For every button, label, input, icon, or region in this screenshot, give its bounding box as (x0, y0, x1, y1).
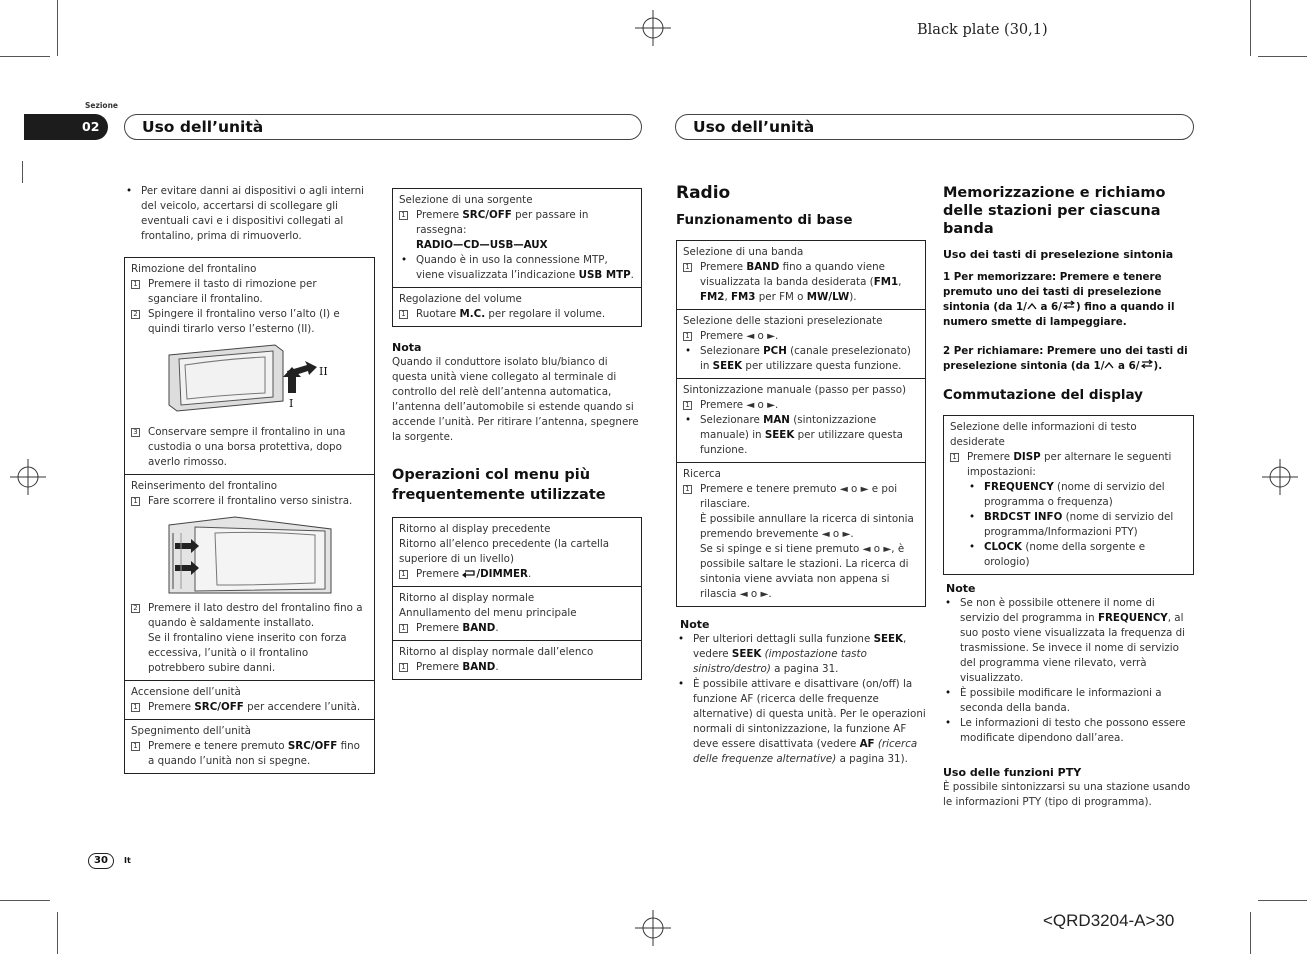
box-title: Rimozione del frontalino (131, 263, 257, 275)
crop-mark (22, 161, 23, 183)
note-title: Note (946, 582, 976, 595)
section-heading: Operazioni col menu più frequentemente utilizzate (392, 467, 606, 503)
step: 1 Premere ◄ o ►. (683, 398, 919, 413)
plate-label: Black plate (30,1) (917, 22, 1048, 38)
repeat-icon (1062, 300, 1076, 310)
list-item: • Per ulteriori dettagli sulla funzione SEEK, vedere SEEK (impostazione tasto sinistro/destro) a pagina 31. (676, 632, 926, 677)
column-2 (392, 188, 642, 680)
step: 1 Premere ◄ o ►. (683, 329, 919, 344)
chapter-header-right: Uso dell’unità (675, 114, 1194, 140)
remove-section (125, 258, 374, 475)
list-item: • BRDCST INFO (nome di servizio del programma/Informazioni PTY) (967, 510, 1187, 540)
crop-mark (57, 0, 58, 56)
step: 1 Premere BAND. (399, 621, 635, 636)
column-1 (124, 184, 375, 774)
step: 2 Per richiamare: Premere uno dei tasti di preselezione sintonia (da 1/ a 6/ ). (943, 345, 1188, 372)
band-section: Selezione di una banda 1 Premere BAND fino a quando viene visualizzata la banda desiderata (FM1, FM2, FM3 per FM o MW/LW). (677, 241, 925, 310)
power-off-section (125, 720, 374, 773)
crop-mark (1258, 900, 1307, 901)
power-on-section (125, 681, 374, 720)
step: 1 Ruotare M.C. per regolare il volume. (399, 307, 635, 322)
step: 2 Spingere il frontalino verso l’alto (I) e quindi tirarlo verso l’esterno (II). (131, 307, 368, 337)
procedure-box (676, 240, 926, 607)
procedure-box (392, 517, 642, 680)
crop-mark (1250, 0, 1251, 56)
remove-panel-illustration (165, 341, 335, 421)
note-text: Quando il conduttore isolato blu/bianco di questa unità viene collegato al terminale di controllo del relè dell’antenna automatica, l’antenna dell’automobile si estende quando si accende l’unità. Per ritirare l’antenna, spegnere la sorgente. (392, 356, 639, 443)
registration-mark-icon (635, 10, 671, 46)
source-section (393, 189, 641, 288)
preset-section: Selezione delle stazioni preselezionate 1 Premere ◄ o ►. • Selezionare PCH (canale preselezionato) in SEEK per utilizzare questa funzione. (677, 310, 925, 379)
list-item: • FREQUENCY (nome di servizio del programma o frequenza) (967, 480, 1187, 510)
document-code: <QRD3204-A>30 (1043, 911, 1175, 930)
section-label: Sezione (85, 101, 119, 110)
step: 3 Conservare sempre il frontalino in una custodia o una borsa protettiva, dopo averlo rimosso. (131, 425, 368, 470)
step: 1 Premere DISP per alternare le seguenti impostazioni: (950, 450, 1187, 480)
svg-text:II: II (318, 365, 328, 378)
box-title: Spegnimento dell’unità (131, 725, 251, 737)
list-item: • Quando è in uso la connessione MTP, viene visualizzata l’indicazione USB MTP. (399, 253, 635, 283)
step: 1 Premere BAND fino a quando viene visualizzata la banda desiderata (FM1, FM2, FM3 per FM o MW/LW). (683, 260, 919, 305)
box-title: Regolazione del volume (399, 293, 522, 305)
sub-heading: Uso delle funzioni PTY (943, 766, 1082, 779)
step: 1 Premere SRC/OFF per passare in rassegna: RADIO—CD—USB—AUX (399, 208, 635, 253)
list-item: • È possibile modificare le informazioni a seconda della banda. (943, 686, 1194, 716)
previous-display-section: Ritorno al display precedente Ritorno all’elenco precedente (la cartella superiore di un livello) 1 Premere /DIMMER. (393, 518, 641, 587)
reinsert-panel-illustration (165, 513, 335, 597)
step: 1 Per memorizzare: Premere e tenere premuto uno dei tasti di preselezione sintonia (da 1/ a 6/ ) fino a quando il numero smette di lampeggiare. (943, 271, 1175, 328)
procedure-box (124, 257, 375, 774)
sub-heading: Funzionamento di base (676, 212, 853, 228)
step: 1 Premere e tenere premuto ◄ o ► e poi rilasciare. È possibile annullare la ricerca di sintonia premendo brevemente ◄ o ►. Se si spinge e si tiene premuto ◄ o ►, è possibile saltare le stazioni. La ricerca di sintonia viene avviata non appena si rilascia ◄ o ►. (683, 482, 919, 602)
manual-tuning-section: Sintonizzazione manuale (passo per passo) 1 Premere ◄ o ►. • Selezionare MAN (sintonizzazione manuale) in SEEK per utilizzare questa funzione. (677, 379, 925, 463)
svg-text:I: I (288, 397, 293, 410)
column-4 (943, 184, 1194, 810)
box-title: Reinserimento del frontalino (131, 480, 278, 492)
up-arrow-icon (1104, 361, 1114, 369)
display-section: Selezione delle informazioni di testo desiderate 1 Premere DISP per alternare le seguenti impostazioni: • FREQUENCY (nome di servizio del programma o frequenza) • BRDCST INFO (nome di servizio del programma/Informazioni PTY) • CLOCK (nome della sorgente e orologio) (944, 416, 1193, 574)
note-title: Note (680, 618, 710, 631)
crop-mark (1250, 912, 1251, 954)
sub-heading: Uso dei tasti di preselezione sintonia (943, 248, 1174, 261)
step: 1 Fare scorrere il frontalino verso sinistra. (131, 494, 368, 509)
language-code: It (124, 856, 131, 865)
procedure-box (943, 415, 1194, 575)
step: 1 Premere SRC/OFF per accendere l’unità. (131, 700, 368, 715)
step: 1 Premere BAND. (399, 660, 635, 675)
search-section: Ricerca 1 Premere e tenere premuto ◄ o ► e poi rilasciare. È possibile annullare la ricerca di sintonia premendo brevemente ◄ o ►. Se si spinge e si tiene premuto ◄ o ►, è possibile saltare le stazioni. La ricerca di sintonia viene avviata non appena si rilascia ◄ o ►. (677, 463, 925, 606)
column-3 (676, 183, 926, 767)
reinsert-section (125, 475, 374, 681)
section-heading: Commutazione del display (943, 387, 1143, 403)
list-item: • Per evitare danni ai dispositivi o agli interni del veicolo, accertarsi di scollegare gli eventuali cavi e i dispositivi collegati al frontalino, prima di rimuoverlo. (124, 184, 374, 244)
box-title: Accensione dell’unità (131, 686, 241, 698)
up-arrow-icon (1027, 302, 1037, 310)
repeat-icon (1140, 359, 1154, 369)
list-item: • Le informazioni di testo che possono essere modificate dipendono dall’area. (943, 716, 1194, 746)
return-icon (462, 569, 476, 578)
normal-display-section: Ritorno al display normale Annullamento del menu principale 1 Premere BAND. (393, 587, 641, 641)
page-heading: Radio (676, 183, 731, 203)
list-item: • Se non è possibile ottenere il nome di servizio del programma in FREQUENCY, al suo posto viene visualizzata la frequenza di trasmissione. Se invece il nome di servizio del programma viene rilevato, verrà visualizzato. (943, 596, 1194, 686)
list-item: • Selezionare MAN (sintonizzazione manuale) in SEEK per utilizzare questa funzione. (683, 413, 919, 458)
box-title: Selezione di una sorgente (399, 194, 533, 206)
step: 1 Premere e tenere premuto SRC/OFF fino a quando l’unità non si spegne. (131, 739, 368, 769)
crop-mark (1258, 56, 1307, 57)
normal-display-list-section: Ritorno al display normale dall’elenco 1 Premere BAND. (393, 641, 641, 679)
section-heading: Memorizzazione e richiamo delle stazioni per ciascuna banda (943, 185, 1166, 237)
section-tab (24, 114, 108, 140)
crop-mark (57, 912, 58, 954)
registration-mark-icon (10, 459, 46, 495)
chapter-header-left: Uso dell’unità (124, 114, 642, 140)
step: 2 Premere il lato destro del frontalino fino a quando è saldamente installato. Se il frontalino viene inserito con forza eccessiva, l’unità o il frontalino potrebbero subire danni. (131, 601, 368, 676)
registration-mark-icon (635, 910, 671, 946)
volume-section (393, 288, 641, 326)
crop-mark (0, 56, 50, 57)
page-number: 30 (88, 853, 114, 869)
section-number: 02 (82, 119, 100, 134)
registration-mark-icon (1262, 459, 1298, 495)
note-title: Nota (392, 341, 422, 354)
list-item: • È possibile attivare e disattivare (on/off) la funzione AF (ricerca delle frequenze alternative) di questa unità. Per le operazioni normali di sintonizzazione, la funzione AF deve essere disattivata (vedere AF (ricerca delle frequenze alternative) a pagina 31). (676, 677, 926, 767)
list-item: • CLOCK (nome della sorgente e orologio) (967, 540, 1187, 570)
procedure-box (392, 188, 642, 327)
paragraph: È possibile sintonizzarsi su una stazione usando le informazioni PTY (tipo di programma). (943, 781, 1191, 808)
step: 1 Premere /DIMMER. (399, 567, 635, 582)
list-item: • Selezionare PCH (canale preselezionato) in SEEK per utilizzare questa funzione. (683, 344, 919, 374)
crop-mark (0, 900, 50, 901)
step: 1 Premere il tasto di rimozione per sganciare il frontalino. (131, 277, 368, 307)
